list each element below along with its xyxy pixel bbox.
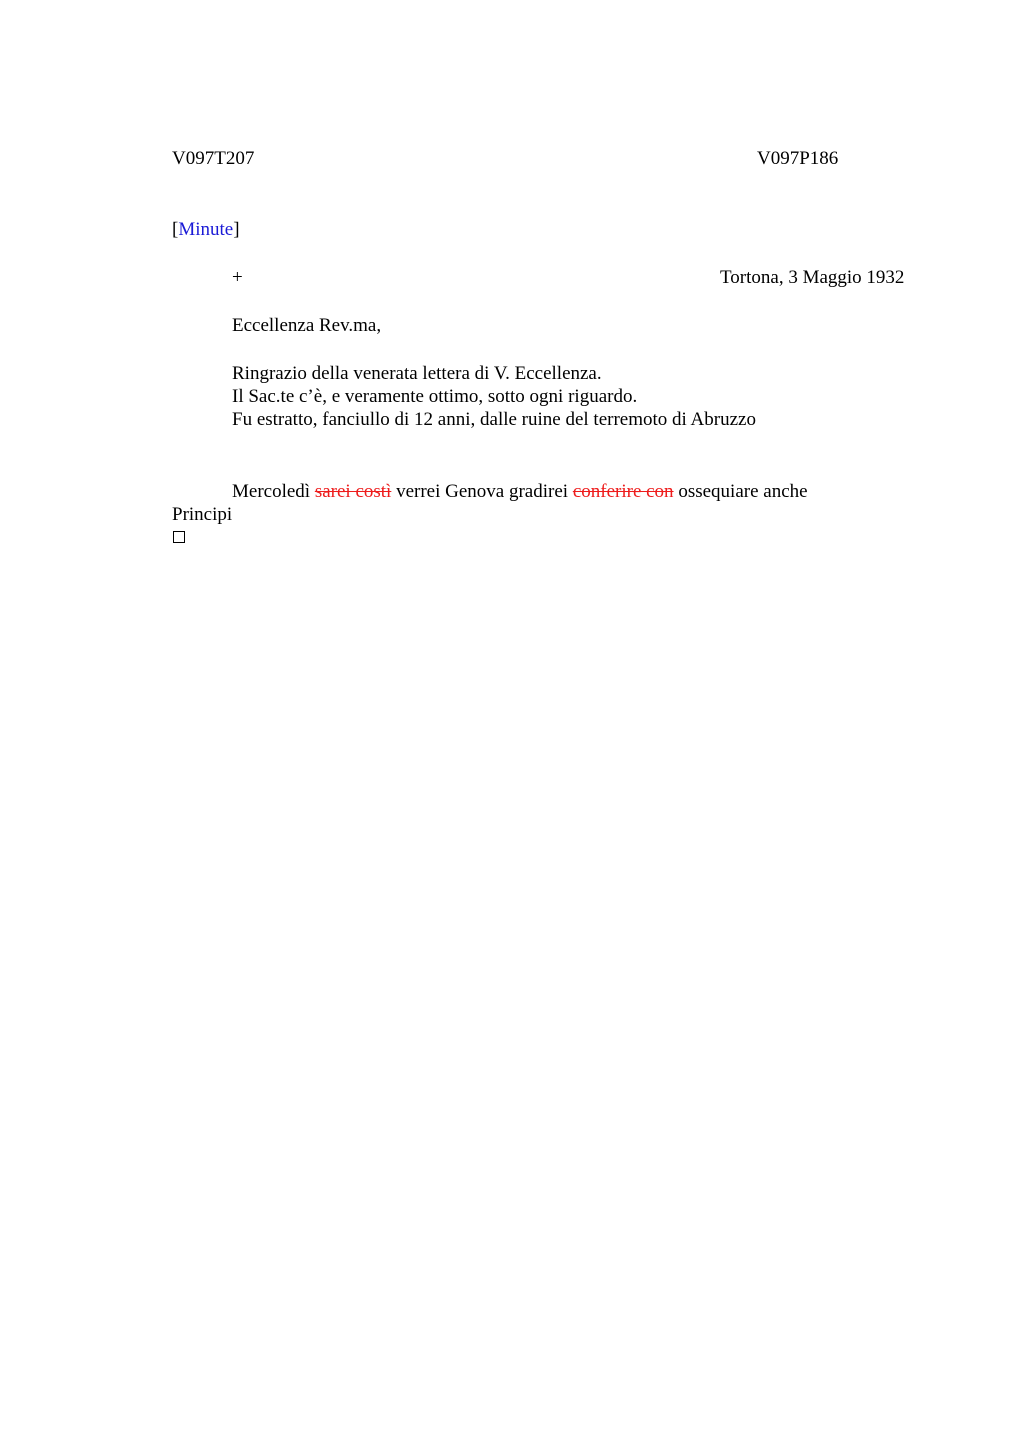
- empty-box-icon: [173, 531, 185, 543]
- close-bracket: ]: [233, 219, 240, 240]
- draft-word: Mercoledì: [232, 481, 311, 502]
- salutation: Eccellenza Rev.ma,: [232, 315, 382, 336]
- draft-line: [232, 480, 808, 503]
- right-archive-code: V097P186: [757, 148, 839, 169]
- draft-continuation: Principi: [172, 504, 233, 525]
- cross-symbol: +: [232, 267, 243, 288]
- body-line: Il Sac.te c’è, e veramente ottimo, sotto ogni riguardo.: [232, 386, 638, 407]
- draft-word: verrei Genova gradirei: [396, 481, 569, 502]
- body-line: Fu estratto, fanciullo di 12 anni, dalle ruine del terremoto di Abruzzo: [232, 409, 756, 430]
- open-bracket: [: [172, 219, 179, 240]
- minute-tag: [172, 218, 240, 241]
- deleted-text: conferire con: [572, 481, 674, 502]
- left-archive-code: V097T207: [172, 148, 255, 169]
- deleted-text: sarei costì: [314, 481, 392, 502]
- draft-word: ossequiare anche: [678, 481, 808, 502]
- body-line: Ringrazio della venerata lettera di V. Eccellenza.: [232, 363, 602, 384]
- minute-label: Minute: [178, 219, 234, 240]
- place-date: Tortona, 3 Maggio 1932: [720, 267, 905, 288]
